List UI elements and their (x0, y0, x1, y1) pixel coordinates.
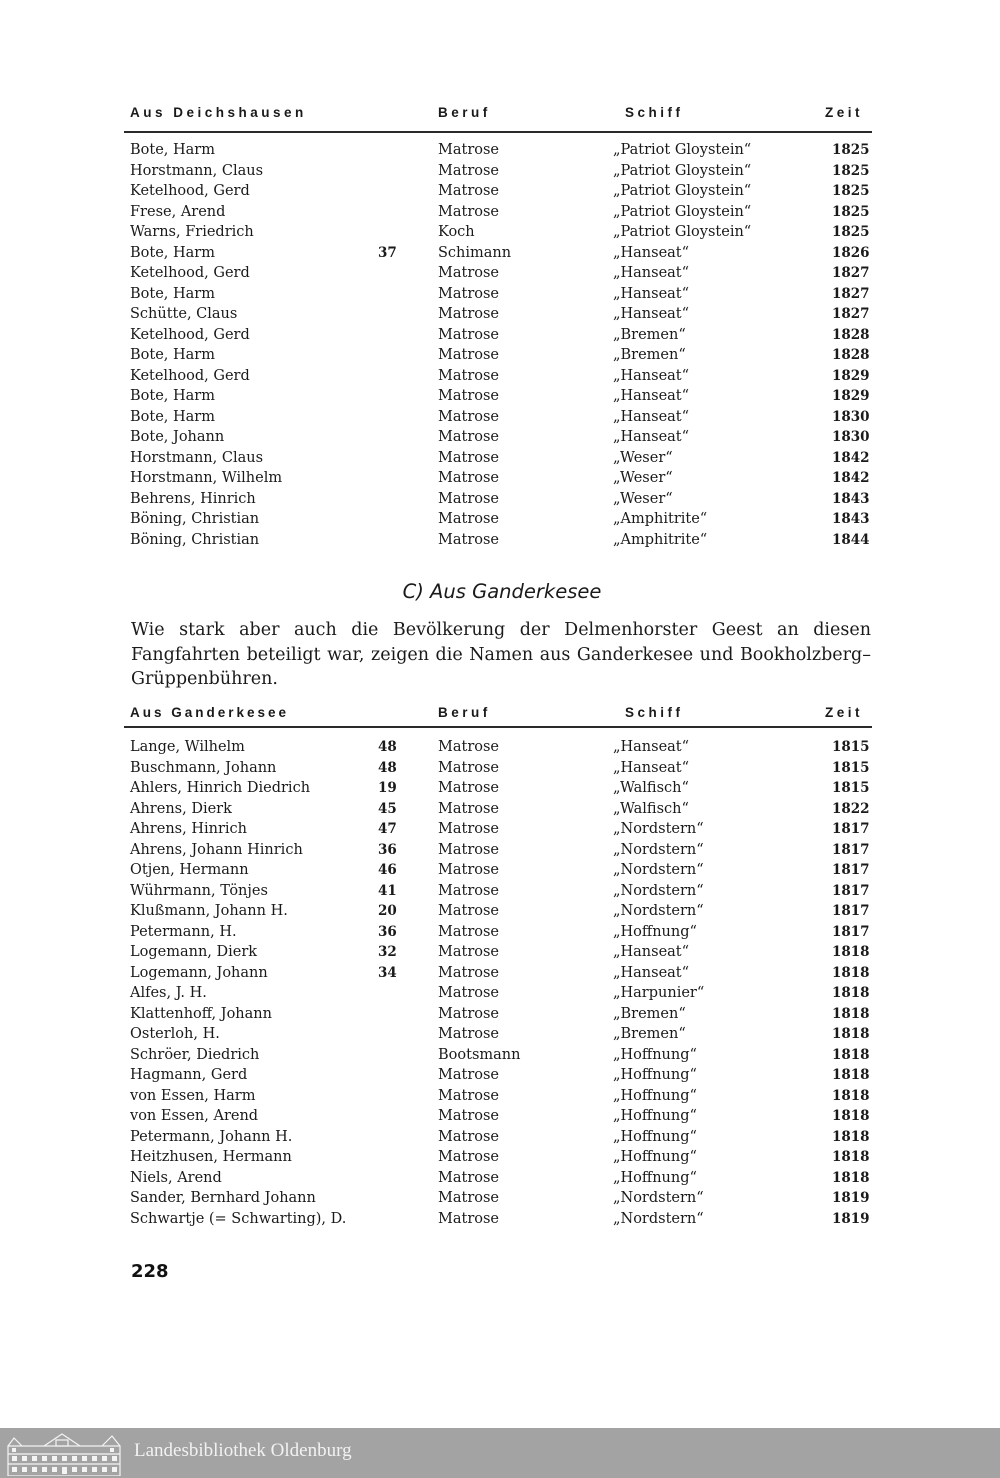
cell-person-name: Logemann, Dierk (130, 944, 258, 960)
cell-person-name: Horstmann, Claus (130, 162, 264, 179)
cell-person-name: Heitzhusen, Hermann (130, 1149, 292, 1165)
cell-person-name: Logemann, Johann (130, 964, 268, 981)
cell-ship-name: „Bremen“ (613, 1005, 686, 1022)
cell-ship-name: „Hoffnung“ (613, 1067, 697, 1083)
cell-year: 1817 (832, 841, 870, 858)
cell-year: 1817 (832, 862, 870, 878)
cell-occupation: Matrose (438, 1169, 500, 1186)
cell-ship-name: „Hoffnung“ (613, 1128, 697, 1145)
cell-person-name: Schwartje (= Schwarting), D. (130, 1210, 347, 1227)
cell-year: 1819 (832, 1210, 870, 1227)
cell-occupation: Matrose (438, 964, 500, 981)
table-header (130, 105, 872, 127)
cell-person-name: Bote, Harm (130, 142, 215, 158)
table-row (130, 468, 872, 489)
cell-year: 1818 (832, 985, 870, 1001)
cell-person-name: Ketelhood, Gerd (130, 265, 250, 281)
table-row (130, 1004, 872, 1025)
cell-ship-name: „Hoffnung“ (613, 1046, 697, 1063)
cell-person-name: von Essen, Arend (130, 1108, 259, 1124)
cell-occupation: Matrose (438, 1149, 500, 1165)
cell-occupation: Matrose (438, 1067, 500, 1083)
cell-year: 1818 (832, 1149, 870, 1165)
table-row (130, 1106, 872, 1127)
cell-ship-name: „Nordstern“ (613, 882, 704, 899)
table-row (130, 509, 872, 530)
cell-person-name: Osterloh, H. (130, 1026, 220, 1042)
cell-year: 1818 (832, 1067, 870, 1083)
cell-person-name: Bote, Harm (130, 285, 215, 302)
table-row (130, 1127, 872, 1148)
cell-ship-name: „Weser“ (613, 470, 673, 486)
cell-year: 1829 (832, 367, 870, 384)
cell-person-name: Ahlers, Hinrich Diedrich (130, 780, 311, 796)
cell-year: 1818 (832, 944, 870, 960)
cell-ship-name: „Hoffnung“ (613, 1149, 697, 1165)
cell-age: 36 (378, 923, 397, 940)
header-origin: Aus Deichshausen (130, 105, 307, 120)
cell-ship-name: „Patriot Gloystein“ (613, 224, 752, 240)
cell-ship-name: „Nordstern“ (613, 862, 704, 878)
cell-occupation: Matrose (438, 470, 500, 486)
table-row (130, 778, 872, 799)
cell-person-name: Böning, Christian (130, 531, 260, 548)
cell-occupation: Matrose (438, 203, 500, 220)
cell-ship-name: „Amphitrite“ (613, 511, 708, 527)
cell-person-name: Horstmann, Claus (130, 449, 264, 466)
cell-year: 1818 (832, 1046, 870, 1063)
cell-year: 1818 (832, 1026, 870, 1042)
header-beruf: Beruf (438, 705, 491, 720)
cell-ship-name: „Weser“ (613, 490, 673, 507)
table-row (130, 881, 872, 902)
cell-ship-name: „Hanseat“ (613, 306, 690, 322)
cell-occupation: Matrose (438, 1210, 500, 1227)
cell-year: 1827 (832, 306, 870, 322)
cell-ship-name: „Walfisch“ (613, 800, 689, 817)
table-row (130, 202, 872, 223)
cell-person-name: Warns, Friedrich (130, 224, 254, 240)
cell-year: 1829 (832, 388, 870, 404)
page-number: 228 (131, 1261, 169, 1282)
cell-person-name: Petermann, H. (130, 923, 237, 940)
cell-ship-name: „Nordstern“ (613, 1210, 704, 1227)
cell-occupation: Matrose (438, 1108, 500, 1124)
header-schiff: Schiff (625, 105, 684, 120)
cell-occupation: Schimann (438, 244, 512, 261)
cell-occupation: Matrose (438, 490, 500, 507)
cell-age: 48 (378, 739, 397, 755)
table-row (130, 243, 872, 264)
cell-occupation: Matrose (438, 923, 500, 940)
cell-year: 1827 (832, 285, 870, 302)
cell-occupation: Matrose (438, 821, 500, 837)
cell-year: 1825 (832, 183, 870, 199)
table-row (130, 263, 872, 284)
cell-person-name: Frese, Arend (130, 203, 226, 220)
cell-person-name: Hagmann, Gerd (130, 1067, 248, 1083)
cell-ship-name: „Hanseat“ (613, 408, 690, 425)
cell-year: 1843 (832, 490, 870, 507)
cell-occupation: Matrose (438, 739, 500, 755)
cell-person-name: Bote, Harm (130, 408, 215, 425)
table-row (130, 758, 872, 779)
cell-ship-name: „Harpunier“ (613, 985, 705, 1001)
cell-person-name: Ketelhood, Gerd (130, 326, 250, 343)
section-heading (0, 580, 1000, 603)
cell-ship-name: „Nordstern“ (613, 821, 704, 837)
cell-ship-name: „Bremen“ (613, 326, 686, 343)
cell-ship-name: „Hoffnung“ (613, 1108, 697, 1124)
table-row (130, 140, 872, 161)
cell-ship-name: „Hanseat“ (613, 265, 690, 281)
cell-occupation: Matrose (438, 162, 500, 179)
table-row (130, 448, 872, 469)
table-row (130, 427, 872, 448)
cell-ship-name: „Nordstern“ (613, 841, 704, 858)
cell-occupation: Matrose (438, 985, 500, 1001)
cell-year: 1825 (832, 142, 870, 158)
cell-year: 1843 (832, 511, 870, 527)
table-row (130, 304, 872, 325)
table-row (130, 1065, 872, 1086)
cell-person-name: Alfes, J. H. (130, 985, 207, 1001)
cell-occupation: Matrose (438, 841, 500, 858)
cell-ship-name: „Walfisch“ (613, 780, 689, 796)
cell-age: 32 (378, 944, 397, 960)
cell-occupation: Matrose (438, 882, 500, 899)
cell-year: 1818 (832, 1087, 870, 1104)
cell-age: 19 (378, 780, 397, 796)
cell-ship-name: „Patriot Gloystein“ (613, 183, 752, 199)
header-beruf: Beruf (438, 105, 491, 120)
table-row (130, 1168, 872, 1189)
table-row (130, 901, 872, 922)
cell-occupation: Matrose (438, 449, 500, 466)
cell-year: 1825 (832, 203, 870, 220)
table-row (130, 222, 872, 243)
cell-occupation: Matrose (438, 367, 500, 384)
cell-person-name: Bote, Harm (130, 244, 215, 261)
cell-year: 1828 (832, 326, 870, 343)
cell-ship-name: „Patriot Gloystein“ (613, 162, 752, 179)
cell-person-name: Ahrens, Hinrich (130, 821, 247, 837)
cell-year: 1817 (832, 903, 870, 919)
table-row (130, 1209, 872, 1230)
table-row (130, 325, 872, 346)
cell-ship-name: „Bremen“ (613, 1026, 686, 1042)
cell-occupation: Matrose (438, 511, 500, 527)
cell-ship-name: „Patriot Gloystein“ (613, 142, 752, 158)
cell-year: 1819 (832, 1190, 870, 1206)
cell-person-name: Niels, Arend (130, 1169, 222, 1186)
table-row (130, 819, 872, 840)
cell-year: 1830 (832, 429, 870, 445)
cell-person-name: Ahrens, Dierk (130, 800, 232, 817)
cell-person-name: Böning, Christian (130, 511, 260, 527)
cell-year: 1818 (832, 1005, 870, 1022)
table-row (130, 181, 872, 202)
cell-age: 34 (378, 964, 397, 981)
body-paragraph: Wie stark aber auch die Bevölkerung der Delmenhorster Geest an diesen Fangfahrten beteiligt war, zeigen die Namen aus Ganderkesee und Bookholzberg–Grüppenbühren. (131, 620, 871, 689)
cell-occupation: Matrose (438, 265, 500, 281)
cell-year: 1828 (832, 347, 870, 363)
cell-occupation: Matrose (438, 347, 500, 363)
cell-occupation: Matrose (438, 1128, 500, 1145)
cell-year: 1818 (832, 1128, 870, 1145)
cell-person-name: Ahrens, Johann Hinrich (130, 841, 303, 858)
cell-age: 45 (378, 800, 397, 817)
cell-ship-name: „Hanseat“ (613, 429, 690, 445)
cell-year: 1815 (832, 739, 870, 755)
cell-occupation: Matrose (438, 142, 500, 158)
header-rule (124, 131, 872, 133)
cell-age: 37 (378, 244, 397, 261)
cell-year: 1822 (832, 800, 870, 817)
table-row (130, 983, 872, 1004)
cell-year: 1842 (832, 449, 870, 466)
cell-occupation: Matrose (438, 388, 500, 404)
cell-occupation: Matrose (438, 800, 500, 817)
cell-ship-name: „Hoffnung“ (613, 923, 697, 940)
library-footer-banner (0, 1428, 1000, 1478)
cell-ship-name: „Hanseat“ (613, 944, 690, 960)
cell-occupation: Matrose (438, 429, 500, 445)
cell-occupation: Matrose (438, 531, 500, 548)
cell-ship-name: „Weser“ (613, 449, 673, 466)
cell-occupation: Matrose (438, 326, 500, 343)
cell-year: 1817 (832, 882, 870, 899)
table-ganderkesee (130, 705, 872, 1227)
table-row (130, 860, 872, 881)
cell-person-name: Sander, Bernhard Johann (130, 1190, 316, 1206)
cell-year: 1818 (832, 1169, 870, 1186)
cell-occupation: Matrose (438, 1087, 500, 1104)
cell-person-name: Otjen, Hermann (130, 862, 249, 878)
cell-year: 1844 (832, 531, 870, 548)
header-origin: Aus Ganderkesee (130, 705, 290, 720)
cell-ship-name: „Hanseat“ (613, 285, 690, 302)
cell-person-name: Petermann, Johann H. (130, 1128, 293, 1145)
cell-occupation: Matrose (438, 1026, 500, 1042)
cell-age: 20 (378, 903, 397, 919)
table-row (130, 489, 872, 510)
cell-year: 1827 (832, 265, 870, 281)
table-body (130, 737, 872, 1229)
cell-person-name: Wührmann, Tönjes (130, 882, 268, 899)
cell-year: 1842 (832, 470, 870, 486)
table-row (130, 922, 872, 943)
cell-person-name: Behrens, Hinrich (130, 490, 256, 507)
cell-occupation: Matrose (438, 944, 500, 960)
table-row (130, 530, 872, 551)
header-rule (124, 726, 872, 728)
cell-ship-name: „Hanseat“ (613, 388, 690, 404)
cell-occupation: Koch (438, 224, 475, 240)
cell-occupation: Matrose (438, 1005, 500, 1022)
section-heading-text: C) Aus Ganderkesee (402, 580, 602, 603)
table-row (130, 284, 872, 305)
cell-occupation: Matrose (438, 1190, 500, 1206)
table-deichshausen (130, 105, 872, 548)
cell-occupation: Matrose (438, 759, 500, 776)
table-row (130, 407, 872, 428)
cell-ship-name: „Hoffnung“ (613, 1087, 697, 1104)
cell-ship-name: „Hanseat“ (613, 964, 690, 981)
cell-age: 46 (378, 862, 397, 878)
library-name: Landesbibliothek Oldenburg (134, 1440, 352, 1461)
cell-person-name: Lange, Wilhelm (130, 739, 245, 755)
cell-ship-name: „Hoffnung“ (613, 1169, 697, 1186)
cell-person-name: Klattenhoff, Johann (130, 1005, 272, 1022)
table-row (130, 799, 872, 820)
cell-year: 1830 (832, 408, 870, 425)
cell-year: 1818 (832, 964, 870, 981)
cell-person-name: Bote, Harm (130, 388, 215, 404)
cell-year: 1825 (832, 162, 870, 179)
cell-person-name: Ketelhood, Gerd (130, 183, 250, 199)
table-row (130, 737, 872, 758)
table-row (130, 345, 872, 366)
table-row (130, 366, 872, 387)
cell-ship-name: „Patriot Gloystein“ (613, 203, 752, 220)
cell-year: 1817 (832, 821, 870, 837)
cell-age: 47 (378, 821, 397, 837)
table-body (130, 140, 872, 550)
cell-occupation: Matrose (438, 862, 500, 878)
cell-ship-name: „Hanseat“ (613, 759, 690, 776)
cell-age: 36 (378, 841, 397, 858)
cell-ship-name: „Hanseat“ (613, 739, 690, 755)
cell-year: 1815 (832, 780, 870, 796)
cell-occupation: Matrose (438, 780, 500, 796)
cell-occupation: Matrose (438, 183, 500, 199)
table-row (130, 386, 872, 407)
header-schiff: Schiff (625, 705, 684, 720)
table-row (130, 1147, 872, 1168)
table-row (130, 1188, 872, 1209)
cell-ship-name: „Hanseat“ (613, 367, 690, 384)
table-header (130, 705, 872, 727)
cell-person-name: Ketelhood, Gerd (130, 367, 250, 384)
cell-occupation: Matrose (438, 306, 500, 322)
cell-year: 1826 (832, 244, 870, 261)
cell-age: 41 (378, 882, 397, 899)
cell-year: 1818 (832, 1108, 870, 1124)
cell-ship-name: „Nordstern“ (613, 903, 704, 919)
cell-person-name: Buschmann, Johann (130, 759, 277, 776)
header-zeit: Zeit (825, 105, 864, 120)
cell-ship-name: „Hanseat“ (613, 244, 690, 261)
cell-occupation: Bootsmann (438, 1046, 521, 1063)
cell-year: 1815 (832, 759, 870, 776)
cell-person-name: Schröer, Diedrich (130, 1046, 260, 1063)
table-row (130, 1086, 872, 1107)
cell-ship-name: „Amphitrite“ (613, 531, 708, 548)
cell-person-name: Schütte, Claus (130, 306, 238, 322)
cell-person-name: von Essen, Harm (130, 1087, 256, 1104)
cell-year: 1817 (832, 923, 870, 940)
cell-person-name: Bote, Johann (130, 429, 225, 445)
table-row (130, 1045, 872, 1066)
table-row (130, 942, 872, 963)
table-row (130, 963, 872, 984)
table-row (130, 840, 872, 861)
cell-ship-name: „Nordstern“ (613, 1190, 704, 1206)
cell-person-name: Bote, Harm (130, 347, 215, 363)
header-zeit: Zeit (825, 705, 864, 720)
cell-person-name: Klußmann, Johann H. (130, 903, 288, 919)
library-building-icon (4, 1432, 124, 1476)
cell-occupation: Matrose (438, 285, 500, 302)
table-row (130, 1024, 872, 1045)
cell-occupation: Matrose (438, 408, 500, 425)
cell-year: 1825 (832, 224, 870, 240)
cell-age: 48 (378, 759, 397, 776)
cell-ship-name: „Bremen“ (613, 347, 686, 363)
table-row (130, 161, 872, 182)
cell-person-name: Horstmann, Wilhelm (130, 470, 283, 486)
cell-occupation: Matrose (438, 903, 500, 919)
